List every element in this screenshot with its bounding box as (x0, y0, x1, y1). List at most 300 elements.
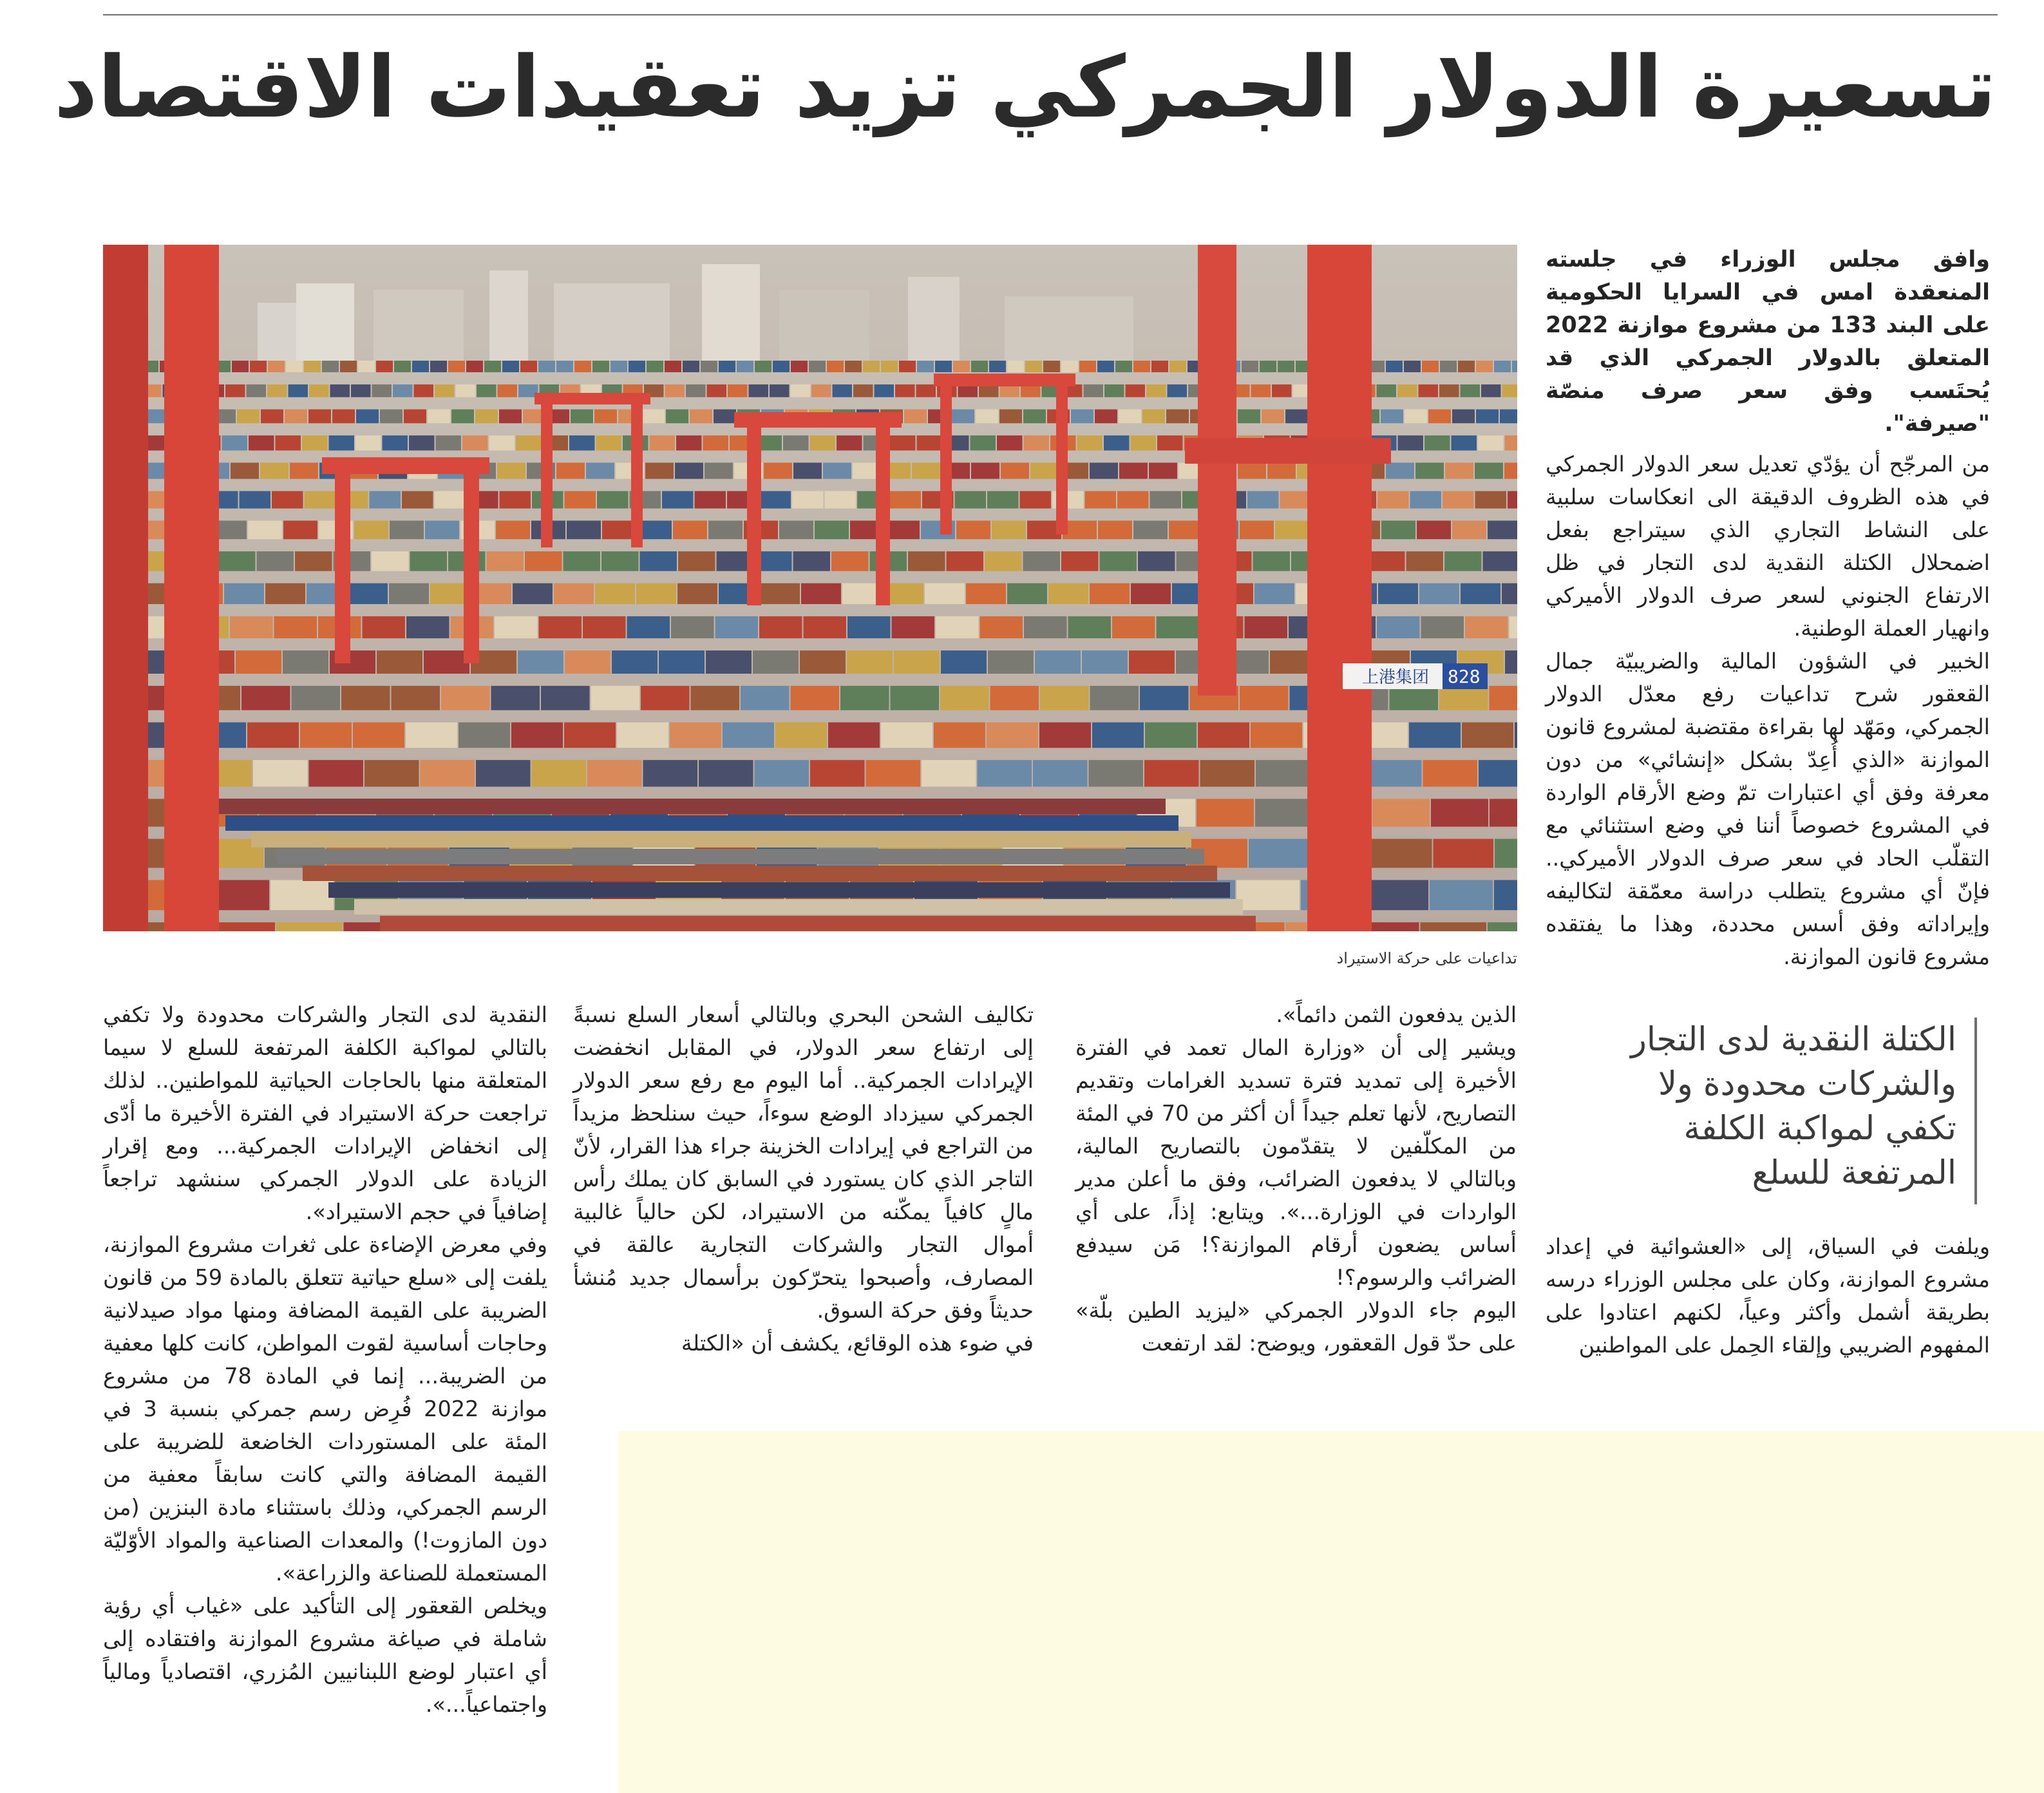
container-block (691, 686, 740, 710)
container-block (1144, 760, 1199, 786)
container-block (643, 760, 698, 786)
container-block (831, 551, 869, 571)
container-block (218, 551, 256, 571)
container-block (1117, 491, 1149, 509)
container-block (1007, 583, 1047, 604)
container-block (1039, 723, 1091, 748)
pull-quote: الكتلة النقدية لدى التجار والشركات محدودة ولا تكفي لمواكبة الكلفة المرتفعة للسلع (1591, 1018, 1977, 1204)
container-block (1251, 384, 1271, 397)
container-block (1410, 491, 1442, 509)
container-block (1439, 686, 1488, 710)
container-block (999, 410, 1022, 424)
container-block (714, 410, 736, 424)
container-block (1452, 435, 1477, 450)
container-block (1133, 361, 1150, 372)
container-block (283, 520, 317, 539)
container-block (1502, 384, 1518, 397)
col4-paragraph-2: وفي معرض الإضاءة على ثغرات مشروع الموازنة، يلفت إلى «سلع حياتية تتعلق بالمادة 59 من قانون الضريبة على القيمة المضافة ومنها مواد صيدلانية وحاجات أساسية لقوت المواطن، كانت كلها معفية من الضريبة... إنما في المادة 78 من مشروع موازنة 2022 فُرِض رسم جمركي بنسبة 3 في المئة على المستوردات الخاضعة للضريبة على القيمة المضافة والتي كانت سابقاً معفية من الرسم الجمركي، وذلك باستثناء مادة البنزين (من دون المازوت!) والمعدات الصناعية والمواد الأوّليّة المستعملة للصناعة والزراعة». (103, 1232, 548, 1586)
container-block (404, 410, 426, 424)
container-block (1090, 583, 1130, 604)
container-block (845, 361, 862, 372)
container-block (348, 583, 388, 604)
container-block (783, 435, 809, 450)
container-block (715, 616, 759, 638)
container-block (847, 616, 891, 638)
foreground-container (277, 849, 1204, 864)
col4-paragraph-1: النقدية لدى التجار والشركات محدودة ولا تكفي بالتالي لمواكبة الكلفة المرتفعة للسلع لا سيما المتعلقة منها بالحاجات الحياتية للمواطنين.. لذلك تراجعت حركة الاستيراد في الفترة الأخيرة ما أدّى إلى انخفاض الإيرادات الجمركية... ومع إقرار الزيادة على الدولار الجمركي سنشهد تراجعاً إضافياً في حجم الاستيراد». (103, 1002, 547, 1224)
container-block (364, 760, 419, 786)
container-block (1001, 462, 1029, 479)
container-block (1097, 361, 1114, 372)
container-block (1490, 799, 1517, 826)
container-block (1494, 361, 1511, 372)
container-block (827, 361, 844, 372)
container-block (459, 723, 510, 748)
container-block (1256, 760, 1311, 786)
col1-paragraph-3: ويلفت في السياق، إلى «العشوائية في إعداد مشروع الموازنة، وكان على مجلس الوزراء درسه بطريقة أشمل وأكثر وعياً، لكنهم اعتادوا على المفهوم الضريبي وإلقاء الحِمل على المواطنين (1546, 1234, 1990, 1358)
container-block (1483, 551, 1518, 571)
container-block (989, 361, 1006, 372)
container-block (414, 384, 434, 397)
container-block (435, 491, 466, 509)
container-block (892, 616, 935, 638)
foreground-container (303, 866, 1217, 881)
container-block (597, 491, 629, 509)
container-block (641, 686, 690, 710)
container-block (1278, 361, 1294, 372)
container-block (428, 410, 450, 424)
container-block (1119, 462, 1148, 479)
foreground-container (354, 899, 1243, 915)
container-block (662, 491, 694, 509)
container-block (1149, 462, 1177, 479)
container-block (1238, 410, 1260, 424)
container-block (1476, 410, 1499, 424)
container-block (1367, 760, 1422, 786)
container-block (322, 361, 339, 372)
container-block (425, 520, 459, 539)
container-block (833, 384, 853, 397)
container-block (1430, 880, 1493, 910)
container-block (594, 410, 617, 424)
container-block (1240, 686, 1289, 710)
container-block (985, 551, 1022, 571)
column-1 (1546, 448, 1990, 973)
container-block (253, 760, 308, 786)
container-block (305, 491, 336, 509)
container-block (1377, 616, 1420, 638)
container-block (987, 723, 1038, 748)
container-block (586, 462, 614, 479)
container-block (1126, 384, 1146, 397)
container-block (412, 361, 429, 372)
container-block (810, 435, 836, 450)
container-block (601, 551, 639, 571)
container-block (917, 361, 934, 372)
col1-paragraph-1: من المرجّح أن يؤدّي تعديل سعر الدولار الجمركي في هذه الظروف الدقيقة الى انعكاسات سلبية على النشاط التجاري الذي سيتراجع بفعل اضمحلال الكتلة النقدية لدى التجار في ظل الارتفاع الجنوني لسعر صرف الدولار الأميركي وانهيار العملة الوطنية. (1546, 451, 1990, 641)
container-block (1129, 650, 1175, 674)
container-block (1240, 520, 1274, 539)
container-block (1236, 880, 1300, 910)
container-block (1030, 462, 1059, 479)
container-block (1479, 760, 1517, 786)
container-block (1445, 462, 1473, 479)
container-block (737, 361, 753, 372)
container-block (1079, 361, 1096, 372)
container-block (1254, 583, 1294, 604)
container-block (1131, 583, 1171, 604)
container-block (484, 361, 501, 372)
container-block (675, 462, 703, 479)
lead-paragraph (1546, 243, 1990, 441)
container-block (1372, 799, 1430, 826)
container-block (377, 650, 422, 674)
container-block (363, 616, 406, 638)
container-block (402, 491, 433, 509)
container-block (283, 650, 328, 674)
container-block (477, 384, 497, 397)
container-block (908, 551, 945, 571)
container-block (703, 435, 729, 450)
container-block (1515, 723, 1517, 748)
container-block (250, 361, 267, 372)
container-block (353, 723, 404, 748)
container-block (1495, 839, 1517, 868)
container-block (329, 435, 355, 450)
container-block (1068, 616, 1112, 638)
col1-paragraph-2: الخبير في الشؤون المالية والضريبيّة جمال القعقور شرح تداعيات رفع معدّل الدولار الجمركي، ومَهّد لها بقراءة مقتضبة لمشروع قانون الموازنة «الذي أُعِدّ بشكل «إنشائي» من دون معرفة وفق أي اعتبارات تمّ وضع الأرقام الواردة في المشروع خصوصاً أننا في وضع استثنائي مع التقلّب الحاد في سعر صرف الدولار الأميركي.. فإنّ أي مشروع يتطلب دراسة معمّقة لتكاليفه وإيراداته وفق أسس محددة، وهذا ما يفتقده مشروع قانون الموازنة. (1546, 649, 1990, 969)
container-block (705, 462, 733, 479)
container-block (332, 410, 355, 424)
container-block (487, 551, 524, 571)
container-block (274, 616, 317, 638)
container-block (525, 551, 562, 571)
container-block (1025, 361, 1042, 372)
container-block (1494, 880, 1517, 910)
container-block (441, 686, 490, 710)
container-block (265, 583, 305, 604)
container-block (699, 760, 753, 786)
container-block (955, 491, 987, 509)
container-block (270, 880, 334, 910)
container-block (1104, 384, 1124, 397)
container-block (520, 361, 537, 372)
container-block (1462, 723, 1513, 748)
container-block (610, 361, 627, 372)
container-block (1386, 361, 1403, 372)
container-block (1490, 686, 1518, 710)
container-block (1267, 462, 1296, 479)
container-block (1504, 462, 1517, 479)
container-block (491, 686, 540, 710)
container-block (406, 616, 449, 638)
container-block (853, 384, 873, 397)
container-block (760, 583, 800, 604)
container-block (309, 384, 329, 397)
container-block (1104, 435, 1130, 450)
container-block (890, 491, 922, 509)
container-block (840, 686, 889, 710)
crane-sign: 上港集团 (1362, 668, 1430, 687)
container-block (815, 520, 849, 539)
headline: تسعيرة الدولار الجمركي تزيد تعقيدات الاقتصاد (53, 38, 1996, 137)
container-block (1421, 616, 1464, 638)
container-block (728, 384, 748, 397)
container-block (881, 361, 898, 372)
foreground-container (225, 815, 1178, 831)
container-block (532, 760, 587, 786)
container-block (392, 686, 440, 710)
container-block (1157, 616, 1200, 638)
container-block (988, 650, 1034, 674)
container-block (260, 462, 289, 479)
container-block (556, 462, 585, 479)
container-block (934, 723, 985, 748)
container-block (1082, 650, 1128, 674)
container-block (1151, 361, 1168, 372)
container-block (659, 650, 705, 674)
container-block (992, 520, 1026, 539)
container-block (300, 723, 352, 748)
container-block (670, 723, 721, 748)
container-block (647, 361, 663, 372)
container-block (755, 760, 809, 786)
container-block (356, 410, 379, 424)
container-block (389, 583, 429, 604)
container-block (676, 435, 702, 450)
container-block (257, 551, 294, 571)
top-rule (103, 14, 1998, 15)
container-block (612, 650, 658, 674)
container-block (596, 435, 622, 450)
container-block (875, 384, 894, 397)
container-block (376, 361, 393, 372)
container-block (1415, 462, 1444, 479)
container-block (811, 384, 831, 397)
container-block (595, 583, 635, 604)
container-block (1138, 551, 1175, 571)
container-block (800, 650, 846, 674)
container-block (791, 686, 840, 710)
container-block (779, 520, 813, 539)
container-block (496, 520, 530, 539)
container-block (895, 384, 915, 397)
foreground-container (328, 882, 1230, 898)
container-block (495, 616, 538, 638)
container-block (290, 462, 318, 479)
container-block (1095, 410, 1117, 424)
container-block (435, 384, 455, 397)
ad-space (618, 1431, 2044, 1793)
container-block (966, 583, 1006, 604)
container-block (1476, 361, 1493, 372)
col4-paragraph-3: ويخلص القعقور إلى التأكيد على «غياب أي رؤية شاملة في صياغة مشروع الموازنة وافتقاده إلى أي اعتبار لوضع اللبنانيين المُزري، اقتصادياً ومالياً واجتماعياً...». (103, 1593, 547, 1717)
container-block (563, 551, 601, 571)
container-block (1488, 922, 1517, 931)
container-block (592, 361, 609, 372)
container-block (650, 435, 676, 450)
container-block (1090, 462, 1118, 479)
container-block (1238, 462, 1266, 479)
container-block (1077, 435, 1103, 450)
container-block (567, 520, 601, 539)
container-block (380, 410, 402, 424)
container-block (1089, 760, 1144, 786)
container-block (1133, 520, 1168, 539)
container-block (1422, 361, 1439, 372)
container-block (1377, 384, 1397, 397)
container-block (1509, 616, 1518, 638)
container-block (749, 384, 769, 397)
container-block (917, 435, 943, 450)
container-block (683, 361, 699, 372)
col3-paragraph-1: تكاليف الشحن البحري وبالتالي أسعار السلع نسبةً إلى ارتفاع سعر الدولار، في المقابل انخفضت الإيرادات الجمركية.. أما اليوم مع رفع سعر الدولار الجمركي سيزداد الوضع سوءاً، حيث سنلحظ مزيداً من التراجع في إيرادات الخزينة جراء هذا القرار، لأنّ التاجر الذي كان يستورد في السابق كان يملك رأس مالٍ كافياً يمكّنه من الاستيراد، لكن حالياً غالبية أموال التجار والشركات التجارية عالقة في المصارف، وأصبحوا يتحرّكون برأسمال جديد مُنشأ حديثاً وفق حركة السوق. (573, 1002, 1034, 1323)
container-block (1500, 410, 1517, 424)
container-block (837, 435, 862, 450)
container-block (723, 723, 774, 748)
container-block (358, 361, 375, 372)
container-block (513, 583, 553, 604)
container-block (1381, 520, 1415, 539)
column-4 (103, 998, 547, 1721)
container-block (304, 361, 321, 372)
container-block (285, 410, 307, 424)
container-block (511, 723, 563, 748)
container-block (1508, 491, 1517, 509)
container-block (640, 551, 677, 571)
container-block (706, 650, 752, 674)
container-block (498, 384, 518, 397)
container-block (1098, 520, 1132, 539)
container-block (231, 462, 259, 479)
container-block (773, 361, 790, 372)
container-block (708, 520, 743, 539)
container-port-image (103, 245, 1517, 931)
container-block (1023, 410, 1046, 424)
col2-paragraph-2: ويشير إلى أن «وزارة المال تعمد في الفترة الأخيرة إلى تمديد فترة تسديد الغرامات وتقديم التصاريح، لأنها تعلم جيداً أن أكثر من 70 في المئة من المكلّفين لا يتقدّمون بالتصاريح المالية، وبالتالي لا يدفعون الضرائب، وفق ما أعلن مدير الواردات في الوزارة...». ويتابع: إذاً، على أي أساس يضعون أرقام الموازنة؟! مَن سيدفع الضرائب والرسوم؟! (1075, 1035, 1517, 1290)
container-block (947, 551, 984, 571)
container-block (1043, 361, 1060, 372)
container-block (292, 686, 341, 710)
container-block (241, 686, 290, 710)
container-block (916, 384, 936, 397)
container-block (1512, 361, 1517, 372)
container-block (309, 760, 364, 786)
container-block (665, 361, 681, 372)
container-block (1197, 799, 1254, 826)
container-block (1249, 839, 1309, 868)
container-block (1461, 384, 1481, 397)
container-block (390, 520, 424, 539)
container-block (1419, 384, 1439, 397)
container-block (410, 551, 448, 571)
crane-number: 828 (1448, 666, 1481, 687)
container-block (370, 491, 401, 509)
container-block (904, 410, 927, 424)
container-block (502, 361, 519, 372)
container-block (1092, 723, 1144, 748)
container-block (500, 491, 531, 509)
container-block (990, 686, 1039, 710)
container-block (518, 650, 563, 674)
container-block (564, 723, 616, 748)
container-block (695, 491, 726, 509)
container-block (1417, 520, 1451, 539)
column-2 (1075, 998, 1517, 1360)
container-block (1200, 760, 1255, 786)
container-block (222, 435, 248, 450)
container-block (673, 520, 707, 539)
container-block (1421, 922, 1487, 931)
container-block (760, 491, 791, 509)
container-block (1023, 551, 1061, 571)
container-block (1024, 435, 1050, 450)
container-block (617, 723, 668, 748)
foreground-container (380, 916, 1256, 931)
container-block (1434, 839, 1494, 868)
container-block (1405, 410, 1427, 424)
container-block (267, 384, 287, 397)
container-block (372, 384, 392, 397)
container-block (866, 760, 921, 786)
container-block (289, 384, 308, 397)
container-block (1020, 491, 1052, 509)
container-block (741, 686, 790, 710)
container-block (1262, 410, 1284, 424)
container-block (997, 435, 1023, 450)
container-block (627, 616, 670, 638)
container-block (793, 462, 822, 479)
container-block (775, 723, 827, 748)
container-block (583, 616, 626, 638)
container-block (1423, 760, 1478, 786)
container-block (1424, 435, 1450, 450)
container-block (1115, 361, 1132, 372)
container-block (636, 583, 676, 604)
container-block (1247, 491, 1279, 509)
container-block (1461, 583, 1500, 604)
container-block (936, 616, 979, 638)
container-block (230, 616, 273, 638)
container-block (1275, 520, 1309, 539)
container-block (642, 410, 665, 424)
container-block (1280, 491, 1312, 509)
container-block (1452, 410, 1475, 424)
container-block (922, 760, 976, 786)
container-block (1168, 384, 1188, 397)
container-block (591, 686, 640, 710)
container-block (261, 410, 283, 424)
container-block (308, 410, 331, 424)
container-block (809, 361, 826, 372)
container-block (956, 520, 990, 539)
container-block (497, 462, 525, 479)
container-block (383, 435, 408, 450)
container-block (1272, 384, 1292, 397)
container-block (1035, 650, 1081, 674)
container-block (355, 435, 381, 450)
container-block (912, 462, 940, 479)
container-block (970, 435, 996, 450)
container-block (1024, 616, 1067, 638)
container-block (1443, 491, 1474, 509)
col2-paragraph-1: الذين يدفعون الثمن دائماً». (1276, 1002, 1517, 1027)
container-block (677, 583, 717, 604)
container-block (451, 410, 474, 424)
container-block (791, 384, 811, 397)
container-block (466, 361, 483, 372)
container-block (475, 410, 498, 424)
